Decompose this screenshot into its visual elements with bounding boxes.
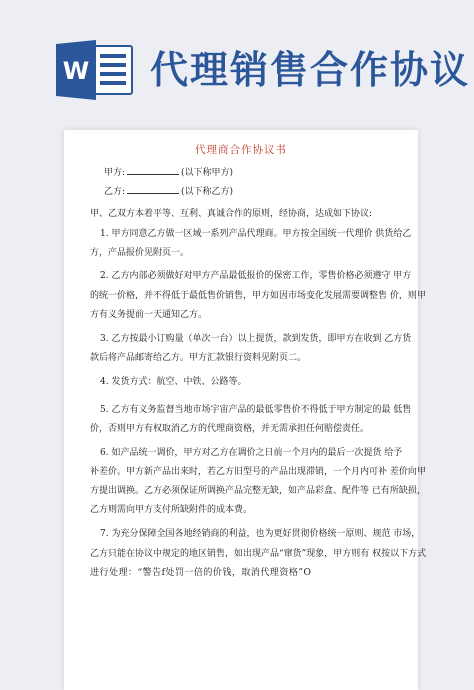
- clause-4-line-1: 4. 发货方式：航空、中铁、公路等。: [100, 377, 247, 387]
- clause-2-line-2: 的统一价格，并不得低于最低售价销售，甲方如因市场变化发展需要调整售 价，则甲: [90, 291, 426, 301]
- document-page: [64, 130, 427, 690]
- clause-6-line-3: 方提出调换。乙方必须保证所调换产品完整无缺，如产品彩盒、配件等 已有所缺损，: [90, 486, 426, 496]
- party-a-line: [104, 165, 233, 179]
- clause-2-line-3: 方有义务提前一天通知乙方。: [90, 310, 208, 320]
- party-b-blank: [127, 184, 179, 194]
- clause-3-line-1: 3. 乙方按最小订购量（单次一台）以上提货，款到发货，即甲方在收到 乙方货: [100, 334, 412, 344]
- clause-5-line-2: 价，否则甲方有权取消乙方的代理商资格，并无需承担任何赔偿责任。: [90, 424, 370, 434]
- banner: [0, 0, 474, 130]
- party-b-label: 乙方:: [104, 187, 126, 197]
- party-a-note: (以下称甲方): [181, 168, 234, 178]
- clause-7-line-1: 7. 为充分保障全国各地经销商的利益，也为更好贯彻价格统一原则、规范 市场，: [100, 529, 421, 539]
- party-a-label: 甲方:: [104, 168, 126, 178]
- word-logo-letter: W: [62, 57, 90, 85]
- party-a-blank: [127, 165, 179, 175]
- party-b-line: [104, 184, 233, 198]
- intro-line: 甲、乙双方本着平等、互利、真诚合作的原则，经协商，达成如下协议:: [90, 209, 373, 219]
- party-b-note: (以下称乙方): [181, 187, 234, 197]
- clause-3-line-2: 款后将产品邮寄给乙方。甲方汇款银行资料见附页二。: [90, 353, 307, 363]
- clause-1-line-1: 1. 甲方同意乙方做一区域一系列产品代理商。甲方按全国统一代理价 供货给乙: [100, 229, 412, 239]
- clause-6-line-2: 补差价。甲方新产品出来时，若乙方旧型号的产品出现滞销，一个月内可补 差价向甲: [90, 467, 426, 477]
- clause-1-line-2: 方，产品报价见附页一。: [90, 248, 190, 258]
- clause-2-line-1: 2. 乙方内部必须做好对甲方产品最低报价的保密工作，零售价格必须遵守 甲方: [100, 271, 412, 281]
- clause-6-line-1: 6. 如产品统一调价，甲方对乙方在调价之日前一个月内的最后一次提货 给予: [100, 448, 403, 458]
- word-document-icon: [56, 40, 134, 100]
- clause-5-line-1: 5. 乙方有义务监督当地市场宇宙产品的最低零售价不得低于甲方制定的最 低售: [100, 405, 412, 415]
- clause-6-line-4: 乙方则需向甲方支付所缺附件的成本费。: [90, 505, 253, 515]
- clause-7-line-3: 进行处理：“警告f处罚一倍的价钱，取消代理资格”O: [90, 568, 312, 578]
- clause-7-line-2: 乙方只能在协议中规定的地区销售，如出现产品“窜货”现象，甲方则有 权按以下方式: [90, 549, 427, 559]
- banner-title: 代理销售合作协议: [150, 48, 471, 92]
- document-title: 代理商合作协议书: [195, 144, 287, 156]
